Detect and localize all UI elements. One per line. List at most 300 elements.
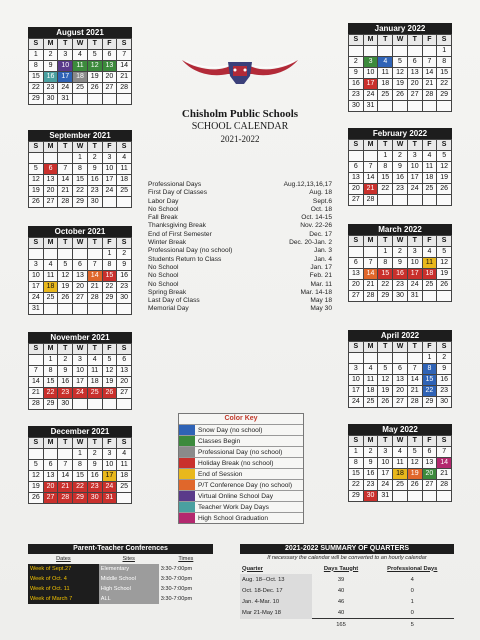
weekday-header: F	[103, 344, 118, 355]
conference-row	[28, 574, 213, 584]
month-calendar-feb-2022	[348, 128, 452, 206]
empty-day-cell	[88, 94, 103, 105]
day-cell: 21	[58, 482, 73, 493]
day-cell: 24	[408, 184, 423, 195]
day-cell: 26	[393, 90, 408, 101]
day-cell: 3	[58, 50, 73, 61]
event-label: Winter Break	[148, 239, 187, 247]
day-cell: 17	[103, 175, 118, 186]
day-cell: 6	[349, 258, 364, 269]
quarter-row	[240, 607, 454, 619]
day-cell: 29	[378, 291, 393, 302]
day-cell: 18	[117, 471, 132, 482]
day-cell: 21	[117, 72, 132, 83]
day-cell: 5	[103, 355, 118, 366]
month-grid	[348, 235, 452, 302]
day-cell: 13	[73, 271, 88, 282]
weekday-header: W	[393, 342, 408, 353]
empty-day-cell	[393, 195, 408, 206]
day-cell: 21	[437, 469, 452, 480]
quarter-professional-days: 0	[410, 587, 414, 594]
day-cell: 7	[437, 447, 452, 458]
conference-date: Week of Oct. 11	[28, 584, 99, 594]
color-key-label: P/T Conference Day (no school)	[198, 481, 293, 489]
event-row	[148, 281, 332, 289]
month-calendar-nov-2021	[28, 332, 132, 410]
day-cell: 4	[423, 247, 438, 258]
day-cell: 8	[437, 57, 452, 68]
empty-day-cell	[88, 399, 103, 410]
event-date: Nov. 22-26	[300, 222, 332, 230]
day-cell: 21	[88, 282, 103, 293]
day-cell: 29	[349, 491, 364, 502]
day-cell: 12	[393, 68, 408, 79]
color-key-label: End of Session	[198, 470, 243, 478]
day-cell: 6	[73, 260, 88, 271]
quarter-row	[240, 574, 454, 585]
conference-row	[28, 584, 213, 594]
day-cell: 25	[423, 184, 438, 195]
event-label: End of First Semester	[148, 230, 212, 238]
day-cell: 10	[73, 366, 88, 377]
empty-day-cell	[103, 399, 118, 410]
empty-day-cell	[408, 101, 423, 112]
empty-day-cell	[58, 153, 73, 164]
day-cell: 2	[364, 447, 379, 458]
day-cell: 9	[117, 260, 132, 271]
day-cell: 19	[437, 173, 452, 184]
day-cell: 29	[103, 293, 118, 304]
weekday-header: W	[73, 142, 88, 153]
color-key-item	[179, 479, 303, 490]
weekday-header: T	[408, 436, 423, 447]
weekday-header: S	[29, 438, 44, 449]
conference-date: Week of March 7	[28, 594, 99, 604]
day-cell: 30	[88, 197, 103, 208]
empty-day-cell	[378, 353, 393, 364]
quarter-row	[240, 585, 454, 596]
day-cell: 7	[29, 366, 44, 377]
day-cell: 15	[73, 471, 88, 482]
day-cell: 28	[88, 293, 103, 304]
day-cell: 23	[393, 280, 408, 291]
weekday-header: S	[437, 436, 452, 447]
day-cell: 18	[73, 72, 88, 83]
event-date: Dec. 17	[309, 230, 332, 238]
day-cell: 27	[423, 480, 438, 491]
event-row	[148, 305, 332, 313]
empty-day-cell	[364, 46, 379, 57]
day-cell: 23	[364, 480, 379, 491]
day-cell: 21	[364, 280, 379, 291]
weekday-header: S	[117, 142, 132, 153]
day-cell: 22	[73, 186, 88, 197]
day-cell: 10	[349, 375, 364, 386]
weekday-header: F	[103, 142, 118, 153]
weekday-header: F	[423, 342, 438, 353]
color-key-label: High School Graduation	[198, 514, 269, 522]
day-cell: 26	[103, 388, 118, 399]
summary-of-quarters	[240, 544, 454, 630]
day-cell: 6	[44, 164, 59, 175]
conference-site: ALL	[99, 594, 159, 604]
day-cell: 16	[44, 72, 59, 83]
day-cell: 26	[88, 83, 103, 94]
day-cell: 8	[378, 162, 393, 173]
day-cell: 11	[393, 458, 408, 469]
event-row	[148, 206, 332, 214]
weekday-header: S	[29, 344, 44, 355]
day-cell: 11	[117, 460, 132, 471]
day-cell: 19	[103, 377, 118, 388]
day-cell: 11	[73, 61, 88, 72]
day-cell: 5	[58, 260, 73, 271]
empty-day-cell	[117, 493, 132, 504]
day-cell: 10	[58, 61, 73, 72]
day-cell: 13	[408, 68, 423, 79]
day-cell: 27	[44, 493, 59, 504]
conferences-header-dates: Dates	[56, 556, 71, 562]
day-cell: 28	[29, 399, 44, 410]
weekday-header: S	[117, 438, 132, 449]
event-row	[148, 198, 332, 206]
empty-day-cell	[437, 101, 452, 112]
weekday-header: T	[378, 35, 393, 46]
empty-day-cell	[44, 153, 59, 164]
empty-day-cell	[349, 46, 364, 57]
day-cell: 24	[29, 293, 44, 304]
empty-day-cell	[378, 101, 393, 112]
day-cell: 7	[364, 258, 379, 269]
day-cell: 23	[88, 482, 103, 493]
weekday-header: S	[117, 344, 132, 355]
day-cell: 2	[349, 57, 364, 68]
day-cell: 3	[103, 153, 118, 164]
month-title: March 2022	[348, 224, 452, 235]
empty-day-cell	[117, 197, 132, 208]
month-calendar-apr-2022	[348, 330, 452, 408]
month-title: April 2022	[348, 330, 452, 341]
empty-day-cell	[408, 195, 423, 206]
weekday-header: S	[437, 35, 452, 46]
event-date: Aug.12,13,16,17	[283, 181, 332, 188]
day-cell: 12	[29, 175, 44, 186]
conference-time: 3:30-7:00pm	[160, 576, 193, 582]
day-cell: 21	[423, 79, 438, 90]
event-row	[148, 297, 332, 305]
day-cell: 8	[103, 260, 118, 271]
school-year: 2021-2022	[220, 134, 260, 144]
color-swatch	[179, 458, 195, 468]
day-cell: 28	[364, 291, 379, 302]
weekday-header: W	[73, 344, 88, 355]
event-row	[148, 214, 332, 222]
empty-day-cell	[117, 94, 132, 105]
day-cell: 5	[88, 50, 103, 61]
day-cell: 26	[437, 184, 452, 195]
day-cell: 24	[58, 83, 73, 94]
day-cell: 18	[423, 269, 438, 280]
day-cell: 3	[364, 57, 379, 68]
day-cell: 6	[117, 355, 132, 366]
color-key-label: Teacher Work Day Days	[198, 503, 269, 511]
empty-day-cell	[364, 247, 379, 258]
day-cell: 11	[88, 366, 103, 377]
day-cell: 2	[437, 353, 452, 364]
empty-day-cell	[73, 94, 88, 105]
day-cell: 17	[73, 377, 88, 388]
weekday-header: W	[393, 236, 408, 247]
day-cell: 23	[437, 386, 452, 397]
day-cell: 10	[103, 460, 118, 471]
conference-site: Elementary	[99, 564, 159, 574]
day-cell: 2	[393, 151, 408, 162]
weekday-header: F	[103, 238, 118, 249]
day-cell: 30	[44, 94, 59, 105]
day-cell: 24	[103, 186, 118, 197]
day-cell: 11	[423, 162, 438, 173]
day-cell: 10	[364, 68, 379, 79]
day-cell: 28	[408, 397, 423, 408]
day-cell: 14	[58, 175, 73, 186]
day-cell: 20	[349, 184, 364, 195]
day-cell: 9	[58, 366, 73, 377]
day-cell: 10	[408, 162, 423, 173]
day-cell: 3	[103, 449, 118, 460]
event-date: Aug. 18	[309, 189, 332, 197]
event-label: No School	[148, 280, 179, 288]
day-cell: 2	[88, 449, 103, 460]
day-cell: 13	[117, 366, 132, 377]
quarter-days-taught: 40	[337, 587, 345, 594]
weekday-header: T	[88, 39, 103, 50]
weekday-header: W	[393, 140, 408, 151]
day-cell: 15	[349, 469, 364, 480]
day-cell: 4	[364, 364, 379, 375]
day-cell: 12	[58, 271, 73, 282]
day-cell: 16	[437, 375, 452, 386]
day-cell: 13	[349, 173, 364, 184]
month-calendar-sep-2021	[28, 130, 132, 208]
day-cell: 5	[29, 164, 44, 175]
day-cell: 12	[29, 471, 44, 482]
quarters-header-professional-days: Professional Days	[387, 565, 438, 572]
month-grid	[348, 341, 452, 408]
day-cell: 26	[437, 280, 452, 291]
empty-day-cell	[408, 353, 423, 364]
day-cell: 26	[29, 493, 44, 504]
day-cell: 31	[364, 101, 379, 112]
day-cell: 21	[29, 388, 44, 399]
day-cell: 25	[88, 388, 103, 399]
day-cell: 11	[378, 68, 393, 79]
event-date: May 18	[310, 297, 332, 305]
event-date: Feb. 21	[309, 272, 332, 280]
quarter-days-taught: 46	[337, 598, 345, 605]
empty-day-cell	[437, 491, 452, 502]
weekday-header: T	[408, 342, 423, 353]
quarter-range: Mar 21-May 18	[240, 607, 312, 619]
weekday-header: M	[364, 140, 379, 151]
day-cell: 28	[364, 195, 379, 206]
day-cell: 1	[73, 449, 88, 460]
day-cell: 24	[378, 480, 393, 491]
event-row	[148, 289, 332, 297]
weekday-header: T	[408, 35, 423, 46]
day-cell: 7	[88, 260, 103, 271]
day-cell: 4	[393, 447, 408, 458]
day-cell: 22	[349, 480, 364, 491]
parent-teacher-conferences	[28, 544, 213, 604]
day-cell: 13	[44, 471, 59, 482]
day-cell: 6	[349, 162, 364, 173]
day-cell: 27	[44, 197, 59, 208]
empty-day-cell	[58, 249, 73, 260]
day-cell: 23	[44, 83, 59, 94]
weekday-header: W	[393, 436, 408, 447]
weekday-header: F	[423, 35, 438, 46]
day-cell: 24	[73, 388, 88, 399]
day-cell: 27	[73, 293, 88, 304]
day-cell: 25	[364, 397, 379, 408]
day-cell: 11	[117, 164, 132, 175]
day-cell: 18	[117, 175, 132, 186]
day-cell: 30	[437, 397, 452, 408]
day-cell: 1	[437, 46, 452, 57]
day-cell: 31	[378, 491, 393, 502]
day-cell: 3	[408, 151, 423, 162]
day-cell: 12	[408, 458, 423, 469]
color-swatch	[179, 502, 195, 512]
day-cell: 27	[349, 291, 364, 302]
day-cell: 23	[58, 388, 73, 399]
conferences-table	[28, 554, 213, 604]
weekday-header: T	[88, 438, 103, 449]
day-cell: 15	[29, 72, 44, 83]
event-label: Professional Day (no school)	[148, 247, 233, 255]
conferences-header-sites: Sites	[122, 556, 135, 562]
weekday-header: S	[349, 236, 364, 247]
day-cell: 27	[349, 195, 364, 206]
day-cell: 12	[378, 375, 393, 386]
empty-day-cell	[437, 195, 452, 206]
event-date: Mar. 11	[310, 280, 332, 288]
day-cell: 20	[103, 72, 118, 83]
empty-day-cell	[103, 197, 118, 208]
month-calendar-mar-2022	[348, 224, 452, 302]
month-calendar-may-2022	[348, 424, 452, 502]
day-cell: 20	[393, 386, 408, 397]
weekday-header: T	[408, 236, 423, 247]
day-cell: 17	[364, 79, 379, 90]
day-cell: 15	[437, 68, 452, 79]
day-cell: 4	[378, 57, 393, 68]
day-cell: 16	[117, 271, 132, 282]
day-cell: 12	[88, 61, 103, 72]
day-cell: 1	[73, 153, 88, 164]
day-cell: 20	[44, 482, 59, 493]
day-cell: 12	[437, 258, 452, 269]
day-cell: 22	[103, 282, 118, 293]
weekday-header: T	[408, 140, 423, 151]
day-cell: 1	[423, 353, 438, 364]
event-label: Thanksgiving Break	[148, 222, 206, 230]
day-cell: 14	[117, 61, 132, 72]
day-cell: 24	[103, 482, 118, 493]
conference-site: High School	[99, 584, 159, 594]
event-date: Sept.6	[312, 197, 332, 205]
weekday-header: M	[44, 238, 59, 249]
month-title: October 2021	[28, 226, 132, 237]
weekday-header: T	[378, 236, 393, 247]
month-title: September 2021	[28, 130, 132, 141]
day-cell: 5	[408, 447, 423, 458]
empty-day-cell	[44, 249, 59, 260]
weekday-header: M	[44, 39, 59, 50]
school-name: Chisholm Public Schools	[181, 108, 299, 120]
day-cell: 27	[103, 83, 118, 94]
day-cell: 9	[393, 162, 408, 173]
weekday-header: S	[117, 238, 132, 249]
empty-day-cell	[73, 399, 88, 410]
empty-day-cell	[408, 46, 423, 57]
color-swatch	[179, 436, 195, 446]
day-cell: 14	[88, 271, 103, 282]
day-cell: 28	[117, 83, 132, 94]
event-label: No School	[148, 263, 179, 271]
day-cell: 30	[88, 493, 103, 504]
day-cell: 1	[103, 249, 118, 260]
weekday-header: F	[103, 438, 118, 449]
quarters-header-quarter: Quarter	[242, 565, 263, 572]
empty-day-cell	[58, 304, 73, 315]
day-cell: 10	[29, 271, 44, 282]
empty-day-cell	[117, 304, 132, 315]
day-cell: 8	[423, 364, 438, 375]
day-cell: 4	[117, 153, 132, 164]
day-cell: 29	[437, 90, 452, 101]
empty-day-cell	[29, 153, 44, 164]
day-cell: 1	[44, 355, 59, 366]
month-grid	[28, 38, 132, 105]
conference-date: Week of Sept.27	[28, 564, 99, 574]
day-cell: 11	[364, 375, 379, 386]
day-cell: 2	[44, 50, 59, 61]
empty-day-cell	[393, 353, 408, 364]
day-cell: 20	[117, 377, 132, 388]
day-cell: 16	[393, 173, 408, 184]
day-cell: 17	[408, 269, 423, 280]
day-cell: 24	[364, 90, 379, 101]
day-cell: 17	[378, 469, 393, 480]
empty-day-cell	[364, 353, 379, 364]
event-row	[148, 256, 332, 264]
day-cell: 21	[58, 186, 73, 197]
day-cell: 9	[88, 164, 103, 175]
color-key-item	[179, 468, 303, 479]
month-grid	[28, 237, 132, 315]
day-cell: 4	[88, 355, 103, 366]
day-cell: 18	[423, 173, 438, 184]
event-date: Oct. 14-15	[301, 214, 332, 222]
event-label: No School	[148, 272, 179, 280]
color-key-item	[179, 490, 303, 501]
weekday-header: F	[423, 140, 438, 151]
day-cell: 5	[437, 247, 452, 258]
day-cell: 16	[88, 471, 103, 482]
color-key-label: Professional Day (no school)	[198, 448, 283, 456]
month-calendar-aug-2021	[28, 27, 132, 105]
